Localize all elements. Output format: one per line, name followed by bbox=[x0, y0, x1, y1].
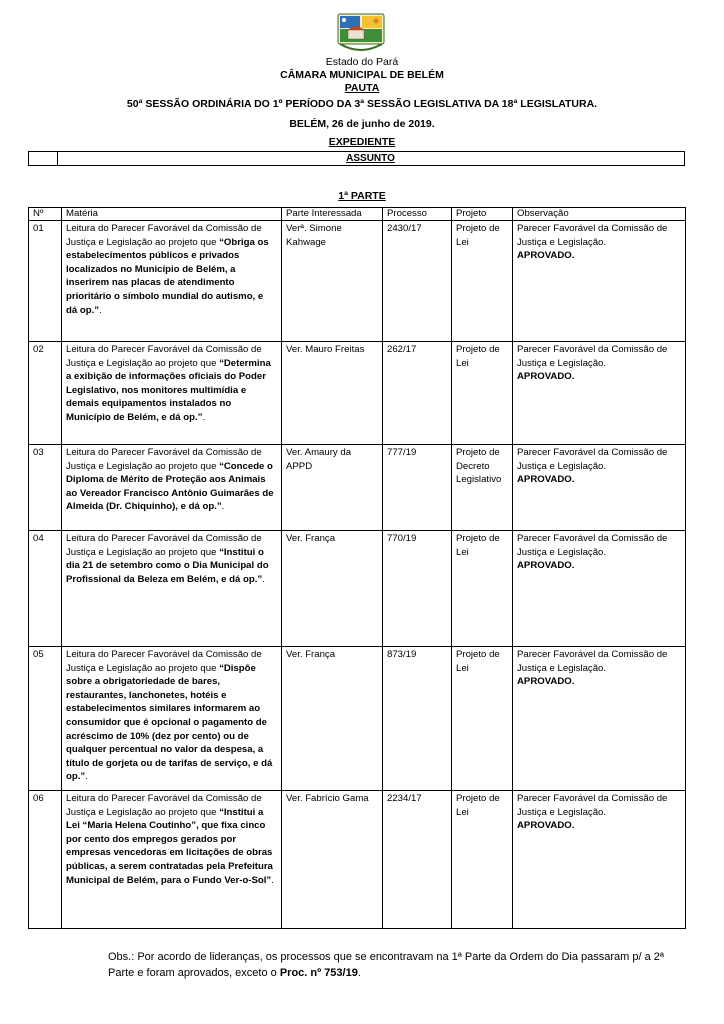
cell-number bbox=[29, 342, 62, 445]
cell-party bbox=[282, 342, 383, 445]
interested-party: Ver. Mauro Freitas bbox=[286, 344, 365, 355]
process-number: 262/17 bbox=[387, 344, 417, 355]
matter-intro: Leitura do Parecer Favorável da Comissão de Justiça e Legislação ao projeto que bbox=[66, 649, 262, 674]
matter-end: . bbox=[85, 771, 88, 783]
document-type: PAUTA bbox=[344, 82, 380, 94]
matter-intro: Leitura do Parecer Favorável da Comissão de Justiça e Legislação ao projeto que bbox=[66, 533, 262, 558]
chamber-name: CÂMARA MUNICIPAL DE BELÉM bbox=[280, 69, 444, 81]
process-number: 770/19 bbox=[387, 533, 417, 544]
matter-intro: Leitura do Parecer Favorável da Comissão de Justiça e Legislação ao projeto que bbox=[66, 223, 262, 248]
matter-intro: Leitura do Parecer Favorável da Comissão de Justiça e Legislação ao projeto que bbox=[66, 793, 262, 818]
matter-title: “Institui o dia 21 de setembro como o Dia Municipal do Profissional da Beleza em Belém, e dá op.” bbox=[66, 546, 269, 585]
cell-matter bbox=[62, 445, 282, 531]
session-title: 50ª SESSÃO ORDINÁRIA DO 1º PERÍODO DA 3ª SESSÃO LEGISLATIVA DA 18ª LEGISLATURA. bbox=[126, 98, 598, 110]
cell-project bbox=[452, 221, 513, 342]
status-approved: APROVADO. bbox=[517, 820, 575, 832]
cell-party bbox=[282, 791, 383, 929]
status-approved: APROVADO. bbox=[517, 250, 575, 262]
project-type: Projeto de Lei bbox=[456, 793, 500, 818]
process-number: 2430/17 bbox=[387, 223, 422, 234]
project-type: Projeto de Lei bbox=[456, 344, 500, 369]
observation-text: Parecer Favorável da Comissão de Justiça e Legislação. bbox=[517, 344, 668, 369]
cell-process bbox=[383, 647, 452, 791]
cell-project bbox=[452, 791, 513, 929]
status-approved: APROVADO. bbox=[517, 676, 575, 688]
cell-process bbox=[383, 221, 452, 342]
table-header-row bbox=[29, 208, 686, 221]
cell-party bbox=[282, 221, 383, 342]
part-title: 1ª PARTE bbox=[338, 190, 386, 202]
coat-of-arms-logo bbox=[336, 12, 386, 54]
cell-project bbox=[452, 445, 513, 531]
matter-intro: Leitura do Parecer Favorável da Comissão de Justiça e Legislação ao projeto que bbox=[66, 447, 262, 472]
cell-project bbox=[452, 647, 513, 791]
row-number: 03 bbox=[33, 447, 44, 458]
process-number: 777/19 bbox=[387, 447, 417, 458]
row-number: 06 bbox=[33, 793, 44, 804]
matter-end: . bbox=[221, 501, 225, 513]
process-number: 873/19 bbox=[387, 649, 417, 660]
header-observation: Observação bbox=[513, 208, 686, 221]
cell-process bbox=[383, 342, 452, 445]
cell-observation bbox=[513, 647, 686, 791]
cell-project bbox=[452, 531, 513, 647]
cell-matter bbox=[62, 221, 282, 342]
cell-matter bbox=[62, 342, 282, 445]
row-number: 05 bbox=[33, 649, 44, 660]
subject-label: ASSUNTO bbox=[346, 153, 395, 164]
status-approved: APROVADO. bbox=[517, 560, 575, 572]
matter-end: . bbox=[262, 573, 265, 585]
agenda-table bbox=[28, 207, 686, 929]
table-row bbox=[29, 445, 686, 531]
cell-observation bbox=[513, 221, 686, 342]
interested-party: Ver. França bbox=[286, 649, 336, 660]
interested-party: Ver. Amaury da APPD bbox=[286, 447, 352, 472]
matter-title: “Institui a Lei “Maria Helena Coutinho”, que fixa cinco por cento dos empregos gerados por empresas vencedoras em licitações de obras públicas, a serem contratadas pela Prefeitura Municipal de Belém, para o Fundo Ver-o-Sol” bbox=[66, 806, 273, 886]
cell-process bbox=[383, 531, 452, 647]
cell-observation bbox=[513, 445, 686, 531]
project-type: Projeto de Lei bbox=[456, 649, 500, 674]
table-row bbox=[29, 342, 686, 445]
matter-title: “Dispõe sobre a obrigatoriedade de bares, restaurantes, lanchonetes, hotéis e estabelecimentos similares informarem ao consumidor que é opcional o pagamento de acréscimo de 10% (dez por cento) ou de qualquer percentual no valor da despesa, a título de gorjeta ou de tarifas de serviço, e dá op.” bbox=[66, 662, 273, 783]
footer-note-end: . bbox=[357, 967, 361, 979]
cell-process bbox=[383, 791, 452, 929]
cell-number bbox=[29, 791, 62, 929]
matter-intro: Leitura do Parecer Favorável da Comissão de Justiça e Legislação ao projeto que bbox=[66, 344, 262, 369]
status-approved: APROVADO. bbox=[517, 474, 575, 486]
table-row bbox=[29, 531, 686, 647]
table-row bbox=[29, 647, 686, 791]
section-title: EXPEDIENTE bbox=[328, 136, 396, 148]
cell-matter bbox=[62, 791, 282, 929]
interested-party: Verª. Simone Kahwage bbox=[286, 223, 342, 248]
interested-party: Ver. Fabrício Gama bbox=[286, 793, 369, 804]
row-number: 02 bbox=[33, 344, 44, 355]
project-type: Projeto de Lei bbox=[456, 533, 500, 558]
subject-empty-cell bbox=[29, 152, 58, 165]
header-project: Projeto bbox=[452, 208, 513, 221]
cell-party bbox=[282, 531, 383, 647]
cell-observation bbox=[513, 791, 686, 929]
footer-note-text: Obs.: Por acordo de lideranças, os processos que se encontravam na 1ª Parte da Ordem do Dia passaram p/ a 2ª Parte e foram aprovados, exceto o bbox=[108, 951, 664, 979]
cell-number bbox=[29, 445, 62, 531]
project-type: Projeto de Decreto Legislativo bbox=[456, 447, 502, 486]
matter-end: . bbox=[99, 304, 102, 316]
cell-number bbox=[29, 531, 62, 647]
cell-project bbox=[452, 342, 513, 445]
table-row bbox=[29, 221, 686, 342]
status-approved: APROVADO. bbox=[517, 371, 575, 383]
table-row bbox=[29, 791, 686, 929]
cell-party bbox=[282, 647, 383, 791]
header-number: Nº bbox=[29, 208, 62, 221]
observation-text: Parecer Favorável da Comissão de Justiça e Legislação. bbox=[517, 447, 668, 472]
cell-number bbox=[29, 647, 62, 791]
header-party: Parte Interessada bbox=[282, 208, 383, 221]
observation-text: Parecer Favorável da Comissão de Justiça e Legislação. bbox=[517, 649, 668, 674]
state-name: Estado do Pará bbox=[325, 56, 399, 68]
observation-text: Parecer Favorável da Comissão de Justiça e Legislação. bbox=[517, 793, 668, 818]
project-type: Projeto de Lei bbox=[456, 223, 500, 248]
process-number: 2234/17 bbox=[387, 793, 422, 804]
row-number: 04 bbox=[33, 533, 44, 544]
session-date: BELÉM, 26 de junho de 2019. bbox=[289, 118, 435, 130]
matter-end: . bbox=[202, 411, 206, 423]
header-matter: Matéria bbox=[62, 208, 282, 221]
matter-title: “Concede o Diploma de Mérito de Proteção aos Animais ao Vereador Francisco Antônio Guimarães de Almeida (Dr. Chiquinho), e dá op.” bbox=[66, 460, 274, 513]
header-process: Processo bbox=[383, 208, 452, 221]
observation-text: Parecer Favorável da Comissão de Justiça e Legislação. bbox=[517, 223, 668, 248]
cell-observation bbox=[513, 342, 686, 445]
cell-process bbox=[383, 445, 452, 531]
matter-title: “Obriga os estabelecimentos públicos e privados localizados no Município de Belém, a inserirem nas placas de atendimento prioritário o símbolo mundial do autismo, e dá op.” bbox=[66, 236, 269, 316]
cell-observation bbox=[513, 531, 686, 647]
cell-matter bbox=[62, 531, 282, 647]
observation-text: Parecer Favorável da Comissão de Justiça e Legislação. bbox=[517, 533, 668, 558]
subject-box bbox=[28, 151, 685, 166]
matter-title: “Determina a exibição de informações oficiais do Poder Legislativo, nos monitores multimídia e demais equipamentos instalados no Município de Belém, e dá op.” bbox=[66, 357, 271, 423]
row-number: 01 bbox=[33, 223, 44, 234]
cell-party bbox=[282, 445, 383, 531]
interested-party: Ver. França bbox=[286, 533, 336, 544]
footer-note bbox=[108, 949, 688, 981]
cell-number bbox=[29, 221, 62, 342]
cell-matter bbox=[62, 647, 282, 791]
footer-note-process: Proc. nº 753/19 bbox=[279, 967, 358, 979]
matter-end: . bbox=[271, 874, 274, 886]
